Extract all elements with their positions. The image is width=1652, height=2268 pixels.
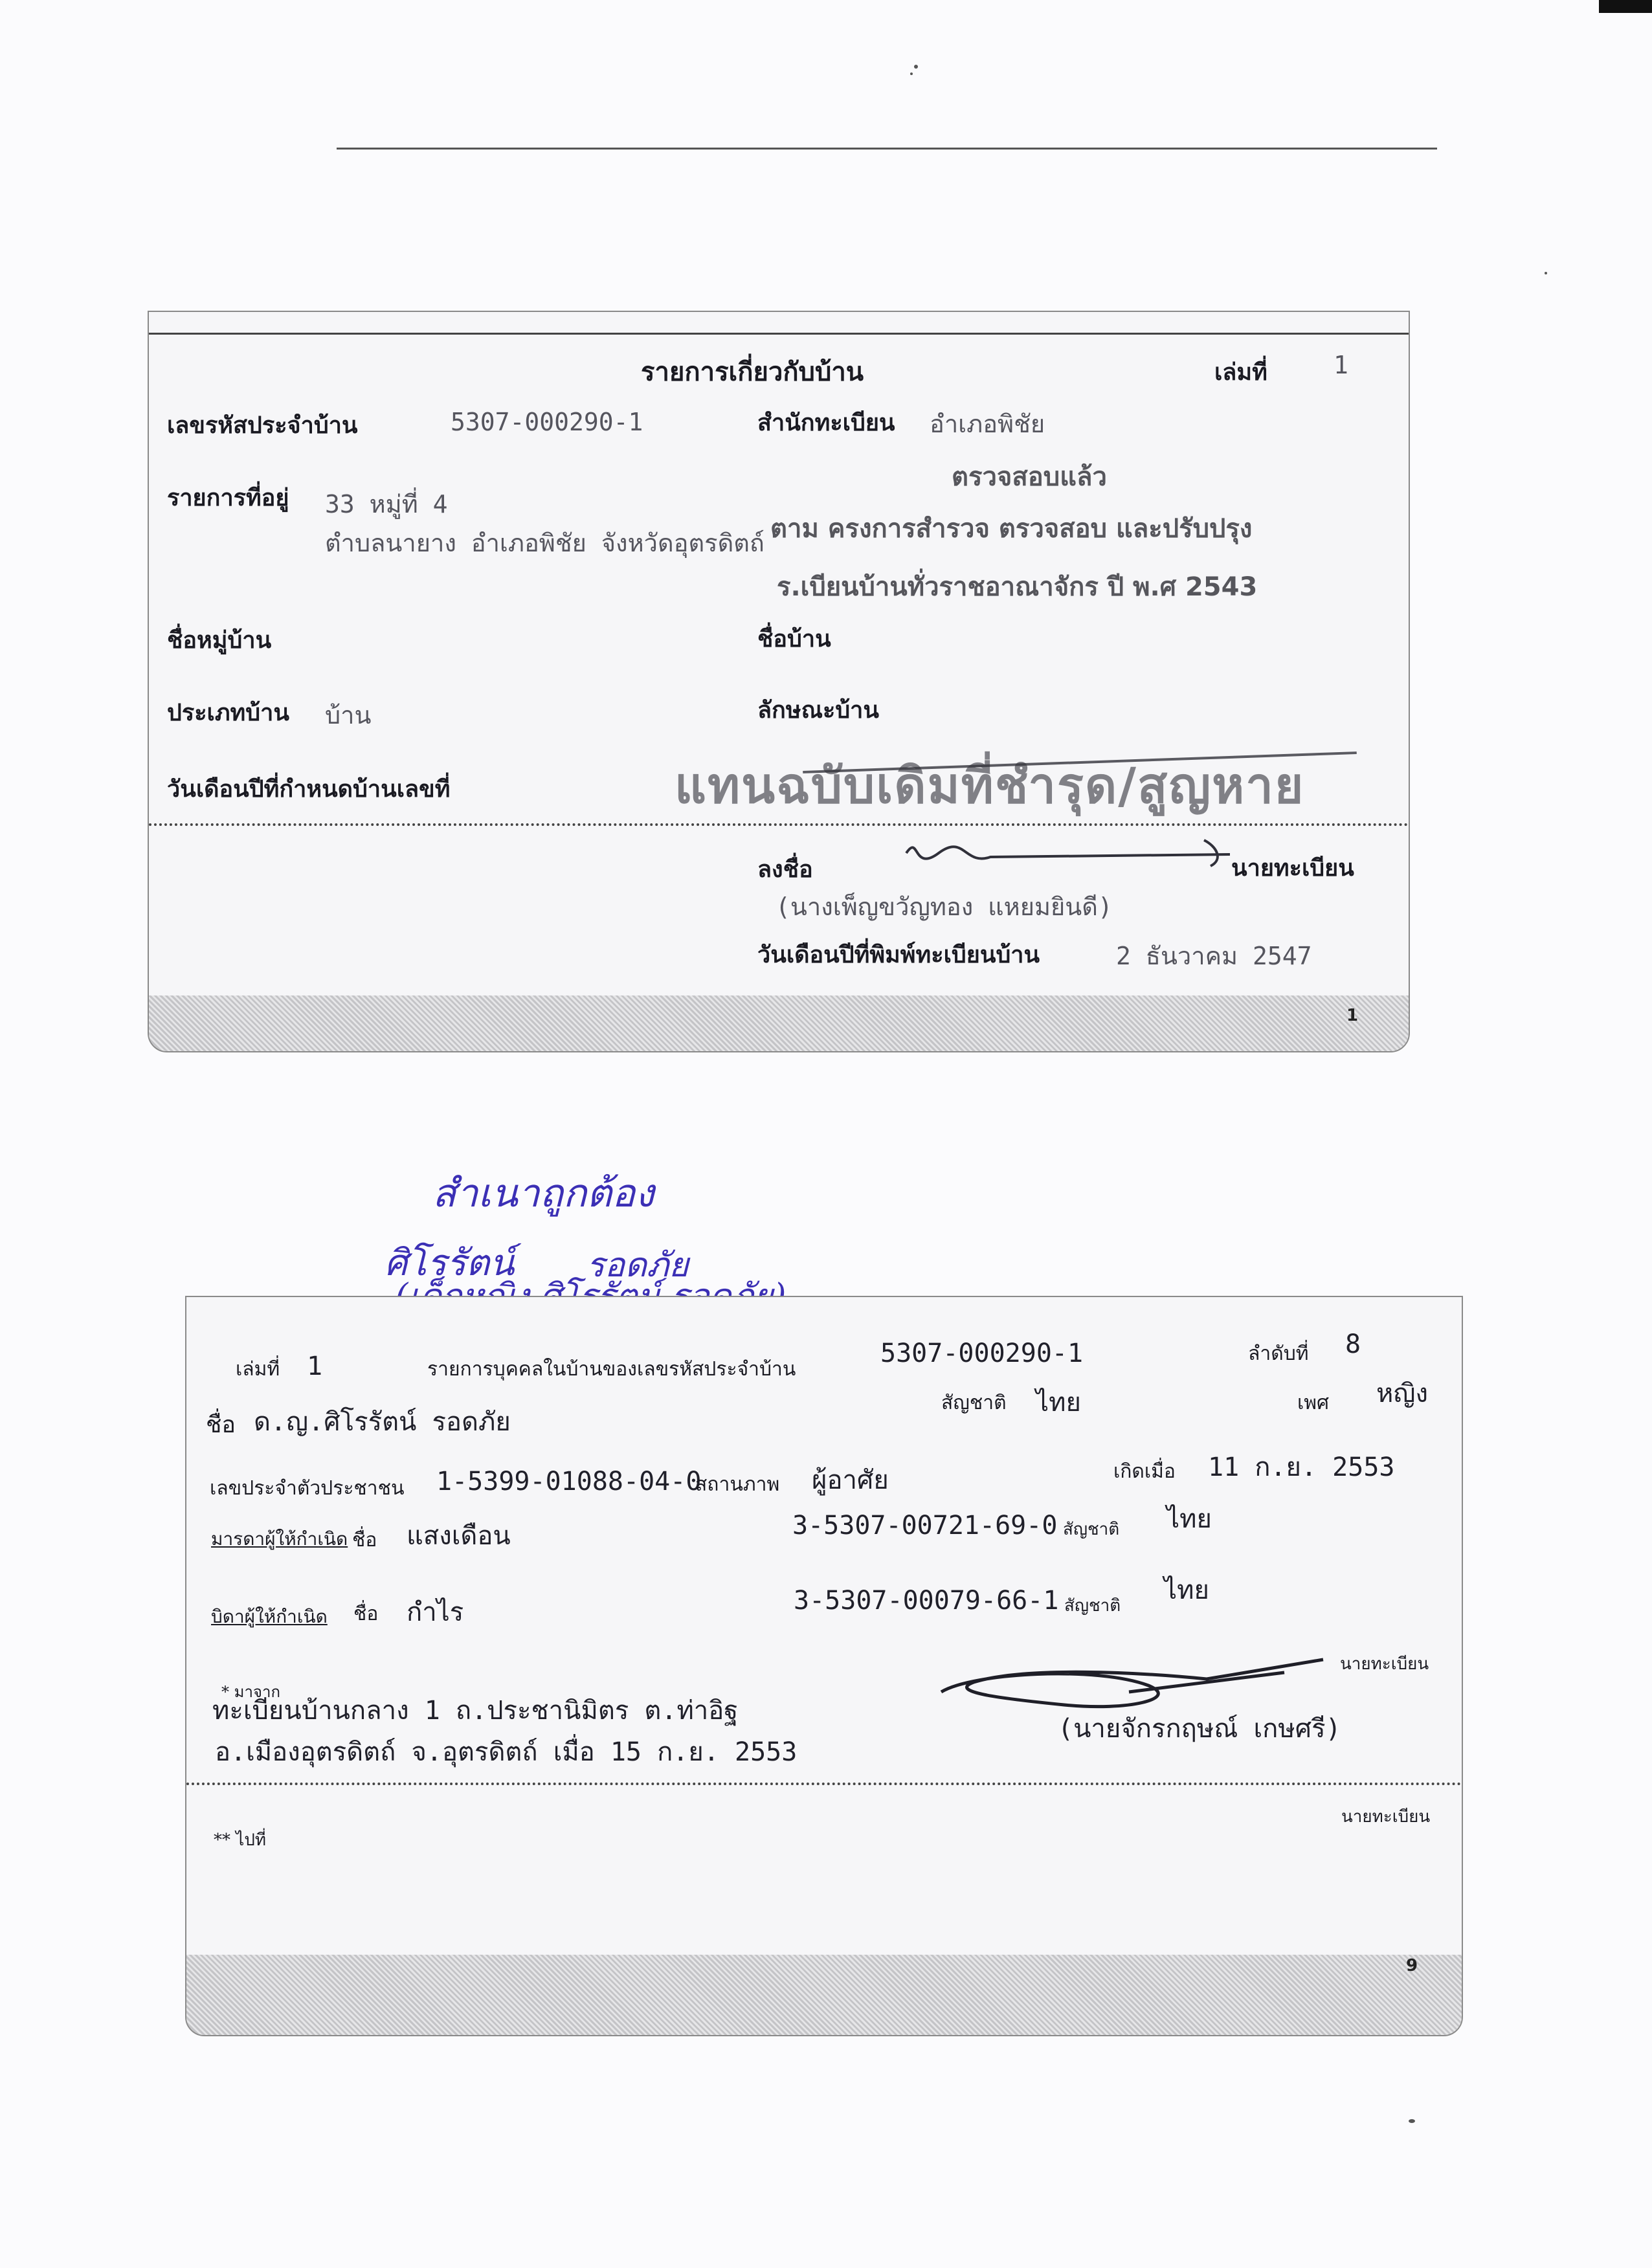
mother-nationality-label: สัญชาติ [1063, 1520, 1120, 1539]
registry-office-label: สำนักทะเบียน [757, 409, 895, 436]
house-code-value: 5307-000290-1 [451, 408, 643, 436]
mother-id: 3-5307-00721-69-0 [792, 1511, 1058, 1540]
moved-to-label: ** ไปที่ [214, 1830, 266, 1850]
registrar-signature [893, 827, 1243, 885]
verified-stamp-line1: ตรวจสอบแล้ว [952, 462, 1107, 492]
top-divider [337, 148, 1437, 150]
birth-value: 11 ก.ย. 2553 [1208, 1452, 1395, 1482]
registry-office-value: อำเภอพิชัย [930, 410, 1045, 438]
father-nationality-value: ไทย [1164, 1575, 1209, 1605]
card1-page-number: 1 [1346, 1006, 1359, 1025]
registrar-label: นายทะเบียน [1340, 1654, 1429, 1674]
registrar-label-2: นายทะเบียน [1341, 1807, 1431, 1827]
house-type-label: ประเภทบ้าน [167, 699, 289, 726]
seq-label: ลำดับที่ [1248, 1342, 1309, 1365]
village-name-label: ชื่อหมู่บ้าน [167, 627, 272, 654]
id-value: 1-5399-01088-04-0 [436, 1467, 702, 1496]
handwritten-surname: รอดภัย [586, 1246, 689, 1285]
scan-speck [1545, 272, 1547, 274]
signed-label: ลงชื่อ [757, 856, 813, 883]
mother-label: มารดาผู้ให้กำเนิด [211, 1528, 348, 1550]
book-label: เล่มที่ [236, 1358, 280, 1381]
address-line1: 33 หมู่ที่ 4 [325, 490, 448, 518]
handwritten-signature: ศิโรรัตน์ [385, 1242, 515, 1284]
card2-dotted-divider [186, 1783, 1462, 1785]
sex-value: หญิง [1376, 1379, 1428, 1408]
house-code-value: 5307-000290-1 [880, 1339, 1084, 1368]
scan-speck [914, 65, 918, 69]
card-top-rule [149, 333, 1409, 335]
verified-stamp-line2: ตาม ครงการสำรวจ ตรวจสอบ และปรับปรุง [770, 514, 1253, 544]
name-label: ชื่อ [206, 1412, 236, 1438]
house-details-title: รายการเกี่ยวกับบ้าน [641, 357, 864, 387]
card2-footer-band [186, 1955, 1462, 2035]
registrar-name: (นางเพ็ญขวัญทอง แหยมยินดี) [776, 893, 1113, 921]
book-value: 1 [1334, 351, 1348, 379]
birth-label: เกิดเมื่อ [1113, 1460, 1176, 1483]
house-code-label: เลขรหัสประจำบ้าน [167, 412, 358, 439]
print-date-value: 2 ธันวาคม 2547 [1116, 942, 1312, 970]
mother-name-label: ชื่อ [352, 1529, 377, 1551]
scan-edge-mark [1599, 0, 1652, 13]
house-type-value: บ้าน [325, 701, 372, 729]
number-assigned-date-label: วันเดือนปีที่กำหนดบ้านเลขที่ [167, 775, 451, 803]
nationality-label: สัญชาติ [941, 1392, 1007, 1414]
house-character-label: ลักษณะบ้าน [757, 696, 879, 724]
father-name: กำไร [407, 1597, 464, 1627]
handwritten-certified-copy: สำเนาถูกต้อง [432, 1171, 654, 1216]
father-name-label: ชื่อ [353, 1603, 379, 1625]
moved-from-line1: ทะเบียนบ้านกลาง 1 ถ.ประชานิมิตร ต.ท่าอิฐ [212, 1696, 739, 1726]
replacement-stamp: แทนฉบับเดิมที่ชำรุด/สูญหาย [675, 757, 1305, 814]
sex-label: เพศ [1297, 1392, 1330, 1414]
father-id: 3-5307-00079-66-1 [794, 1586, 1059, 1616]
book-value: 1 [307, 1351, 323, 1381]
house-details-card [148, 311, 1410, 1052]
seq-value: 8 [1345, 1329, 1361, 1359]
verified-stamp-line3: ร.เบียนบ้านทั่วราชอาณาจักร ปี พ.ศ 2543 [777, 572, 1258, 602]
name-value: ด.ญ.ศิโรรัตน์ รอดภัย [254, 1407, 511, 1437]
house-name-label: ชื่อบ้าน [757, 625, 831, 652]
mother-nationality-value: ไทย [1166, 1504, 1212, 1534]
status-value: ผู้อาศัย [812, 1465, 889, 1495]
status-label: สถานภาพ [695, 1473, 780, 1496]
id-label: เลขประจำตัวประชาชน [210, 1477, 405, 1500]
address-label: รายการที่อยู่ [167, 484, 289, 511]
nationality-value: ไทย [1036, 1388, 1081, 1418]
scan-speck [910, 72, 913, 75]
registrar-label: นายทะเบียน [1231, 854, 1354, 882]
person-details-card [185, 1296, 1463, 2036]
moved-from-line2: อ.เมืองอุตรดิตถ์ จ.อุตรดิตถ์ เมื่อ 15 ก.ย. 2553 [215, 1737, 798, 1767]
person-list-title: รายการบุคคลในบ้านของเลขรหัสประจำบ้าน [427, 1358, 796, 1381]
address-line2: ตำบลนายาง อำเภอพิชัย จังหวัดอุตรดิตถ์ [325, 529, 765, 557]
father-label: บิดาผู้ให้กำเนิด [211, 1606, 328, 1627]
book-label: เล่มที่ [1214, 359, 1267, 386]
print-date-label: วันเดือนปีที่พิมพ์ทะเบียนบ้าน [757, 941, 1040, 968]
registrar-name: (นายจักรกฤษณ์ เกษศรี) [1058, 1714, 1341, 1744]
moved-from-label: * มาจาก [221, 1683, 280, 1701]
father-nationality-label: สัญชาติ [1064, 1596, 1121, 1616]
card2-page-number: 9 [1406, 1956, 1418, 1975]
scan-speck [1409, 2119, 1415, 2123]
mother-name: แสงเดือน [407, 1521, 511, 1551]
card1-footer-band [149, 995, 1409, 1051]
